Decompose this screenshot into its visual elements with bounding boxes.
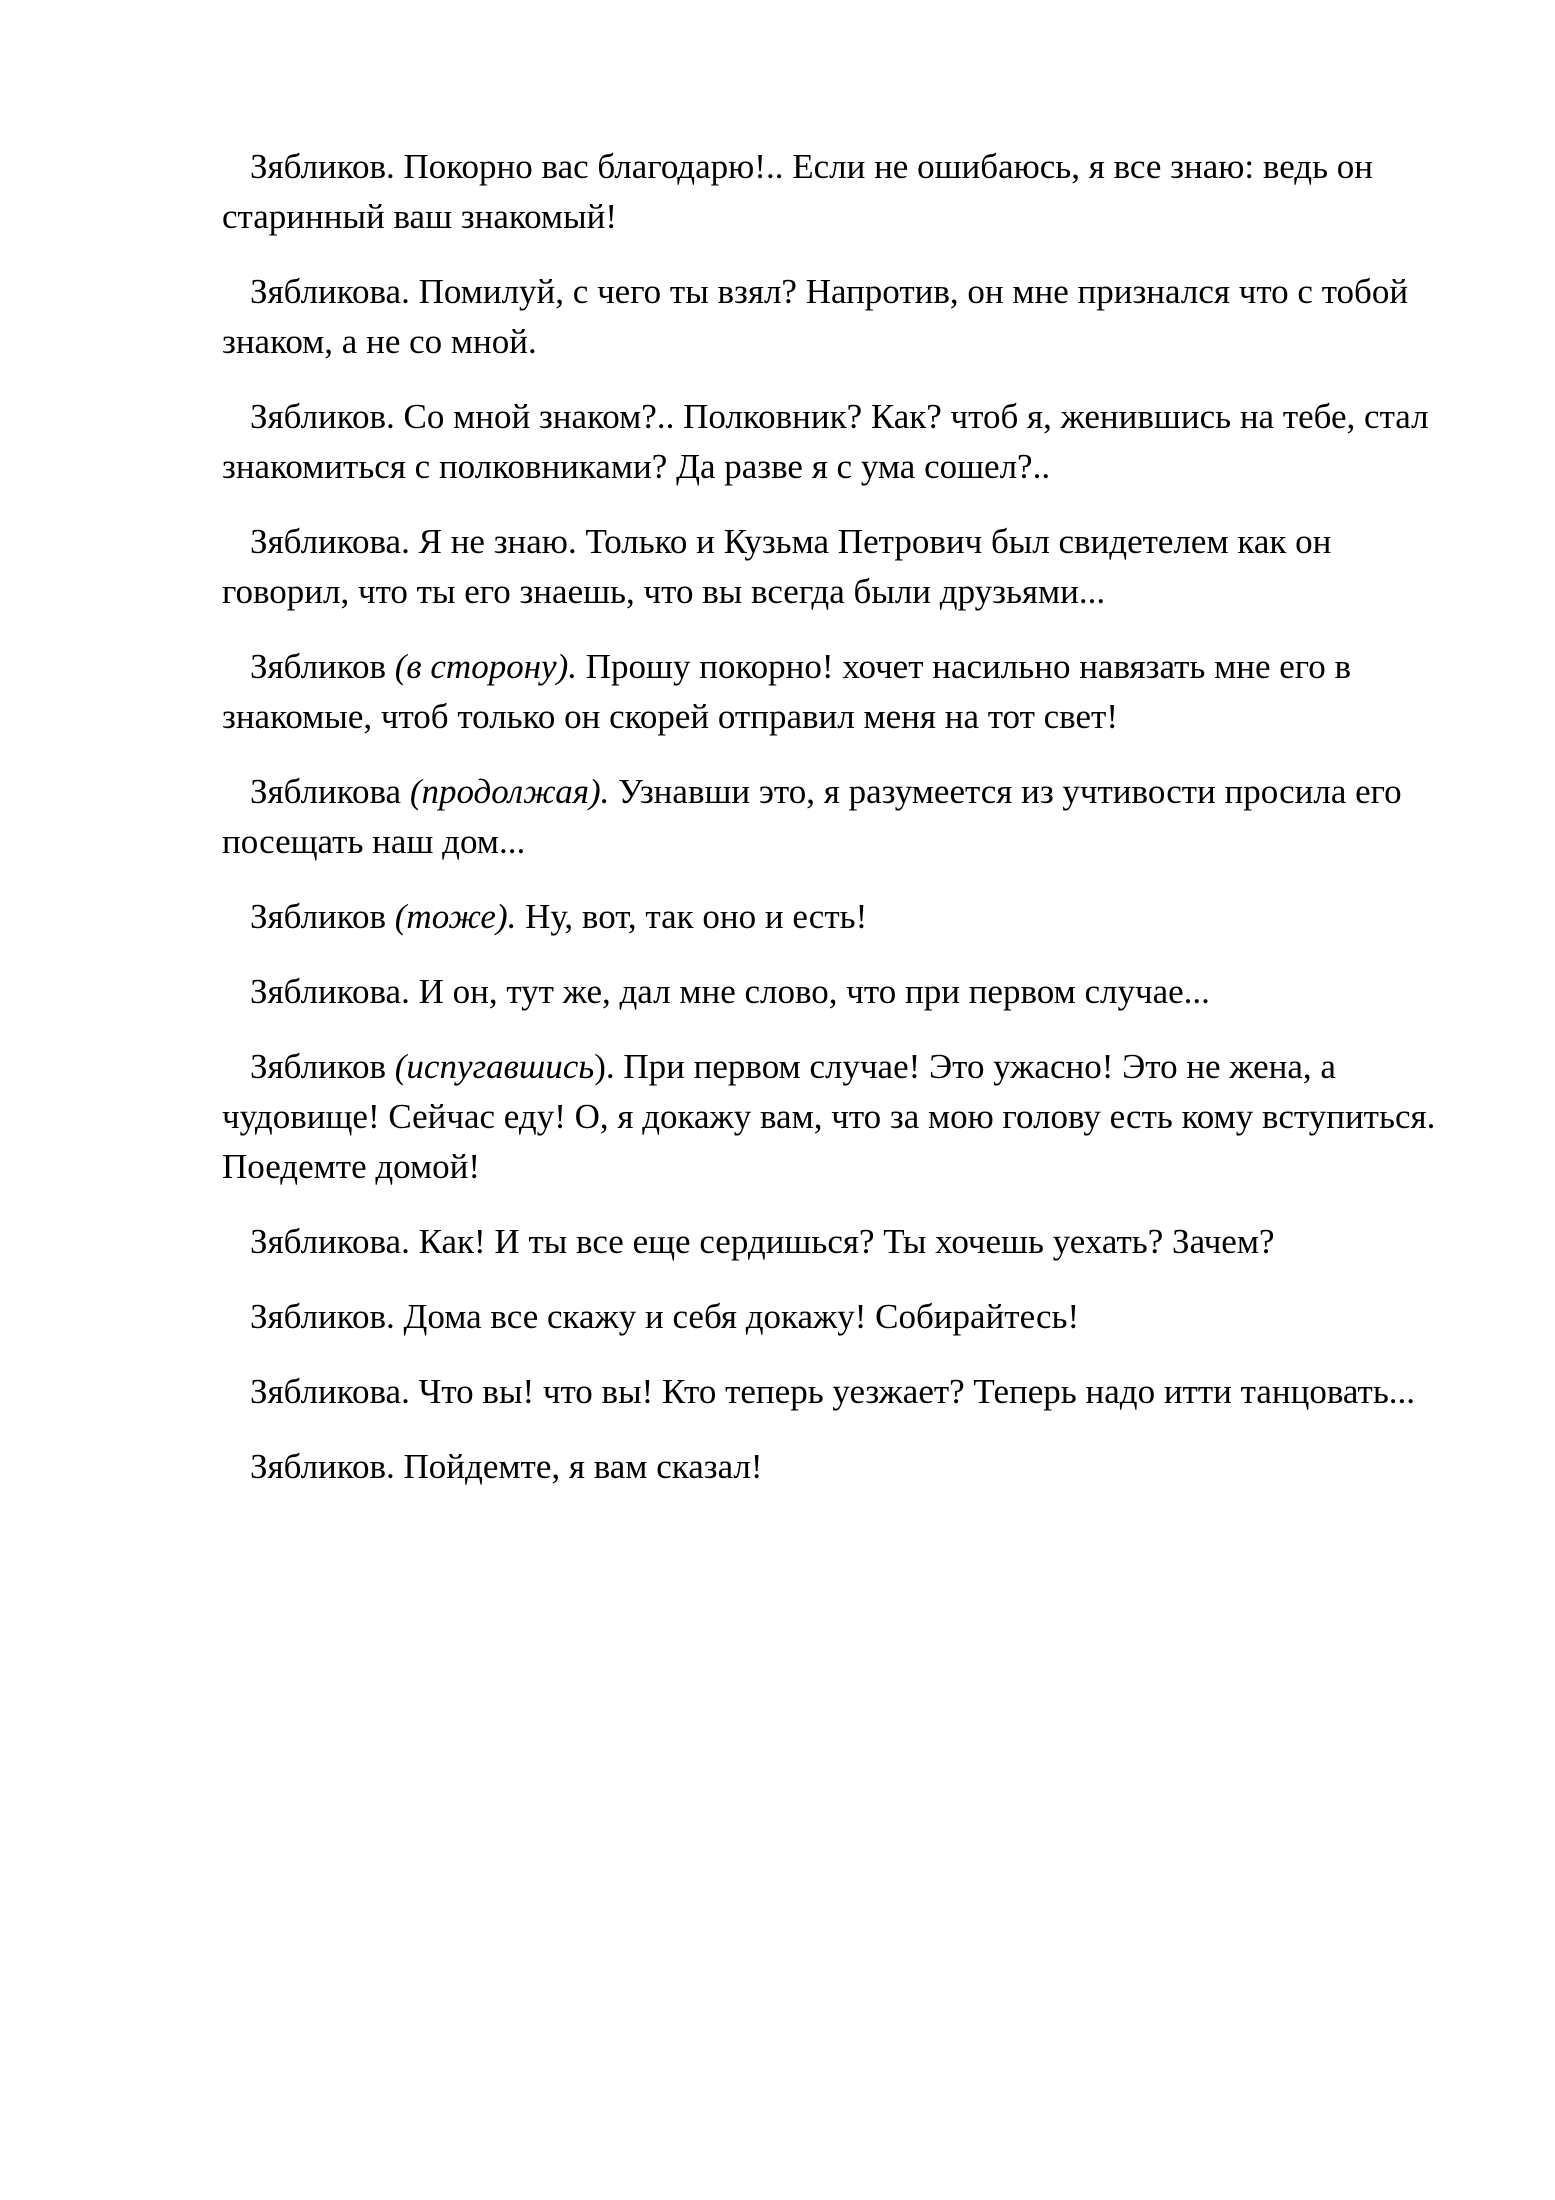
dialogue-paragraph-2 [222,267,1444,367]
stage-direction: (тоже). [394,897,517,936]
speaker-name: Зябликова. [250,1222,410,1261]
dialogue-paragraph-8 [222,967,1444,1017]
speaker-name: Зябликов. [250,147,395,186]
dialogue-paragraph-5 [222,642,1444,742]
dialogue-text: Я не знаю. Только и Кузьма Петрович был свидетелем как он говорил, что ты его знаешь, что вы всегда были друзьями... [222,522,1332,611]
dialogue-text: Как! И ты все еще сердишься? Ты хочешь уехать? Зачем? [409,1222,1275,1261]
speaker-name: Зябликов [250,1047,395,1086]
speaker-name: Зябликова [250,772,410,811]
dialogue-paragraph-11 [222,1292,1444,1342]
dialogue-paragraph-12 [222,1367,1444,1417]
speaker-name: Зябликова. [250,1372,410,1411]
dialogue-text: Что вы! что вы! Кто теперь уезжает? Теперь надо итти танцовать... [409,1372,1416,1411]
stage-direction: (испугавшись [394,1047,595,1086]
dialogue-text: И он, тут же, дал мне слово, что при первом случае... [409,972,1210,1011]
dialogue-paragraph-6 [222,767,1444,867]
dialogue-text: Пойдемте, я вам сказал! [394,1447,763,1486]
stage-direction: (в сторону). [394,647,577,686]
speaker-name: Зябликов. [250,1447,395,1486]
dialogue-text: Со мной знаком?.. Полковник? Как? чтоб я, женившись на тебе, стал знакомиться с полковниками? Да разве я с ума сошел?.. [222,397,1429,486]
dialogue-paragraph-9 [222,1042,1444,1192]
speaker-name: Зябликов [250,897,395,936]
stage-direction-tail: ). [594,1047,615,1086]
dialogue-text: Ну, вот, так оно и есть! [516,897,868,936]
speaker-name: Зябликова. [250,272,410,311]
dialogue-paragraph-1 [222,142,1444,242]
dialogue-text: Помилуй, с чего ты взял? Напротив, он мне признался что с тобой знаком, а не со мной. [222,272,1409,361]
speaker-name: Зябликов. [250,397,395,436]
dialogue-paragraph-13 [222,1442,1444,1492]
speaker-name: Зябликов [250,647,395,686]
document-page [222,142,1444,1517]
speaker-name: Зябликова. [250,522,410,561]
dialogue-text: Прошу покорно! хочет насильно навязать мне его в знакомые, чтоб только он скорей отправил меня на тот свет! [222,647,1352,736]
dialogue-text: Узнавши это, я разумеется из учтивости просила его посещать наш дом... [222,772,1402,861]
dialogue-text: Дома все скажу и себя докажу! Собирайтесь! [394,1297,1080,1336]
dialogue-text: При первом случае! Это ужасно! Это не жена, а чудовище! Сейчас еду! О, я докажу вам, что за мою голову есть кому вступиться. Поедемте домой! [222,1047,1436,1186]
dialogue-paragraph-7 [222,892,1444,942]
dialogue-paragraph-3 [222,392,1444,492]
speaker-name: Зябликов. [250,1297,395,1336]
dialogue-text: Покорно вас благодарю!.. Если не ошибаюсь, я все знаю: ведь он старинный ваш знакомый! [222,147,1374,236]
dialogue-paragraph-4 [222,517,1444,617]
stage-direction: (продолжая). [409,772,610,811]
dialogue-paragraph-10 [222,1217,1444,1267]
speaker-name: Зябликова. [250,972,410,1011]
